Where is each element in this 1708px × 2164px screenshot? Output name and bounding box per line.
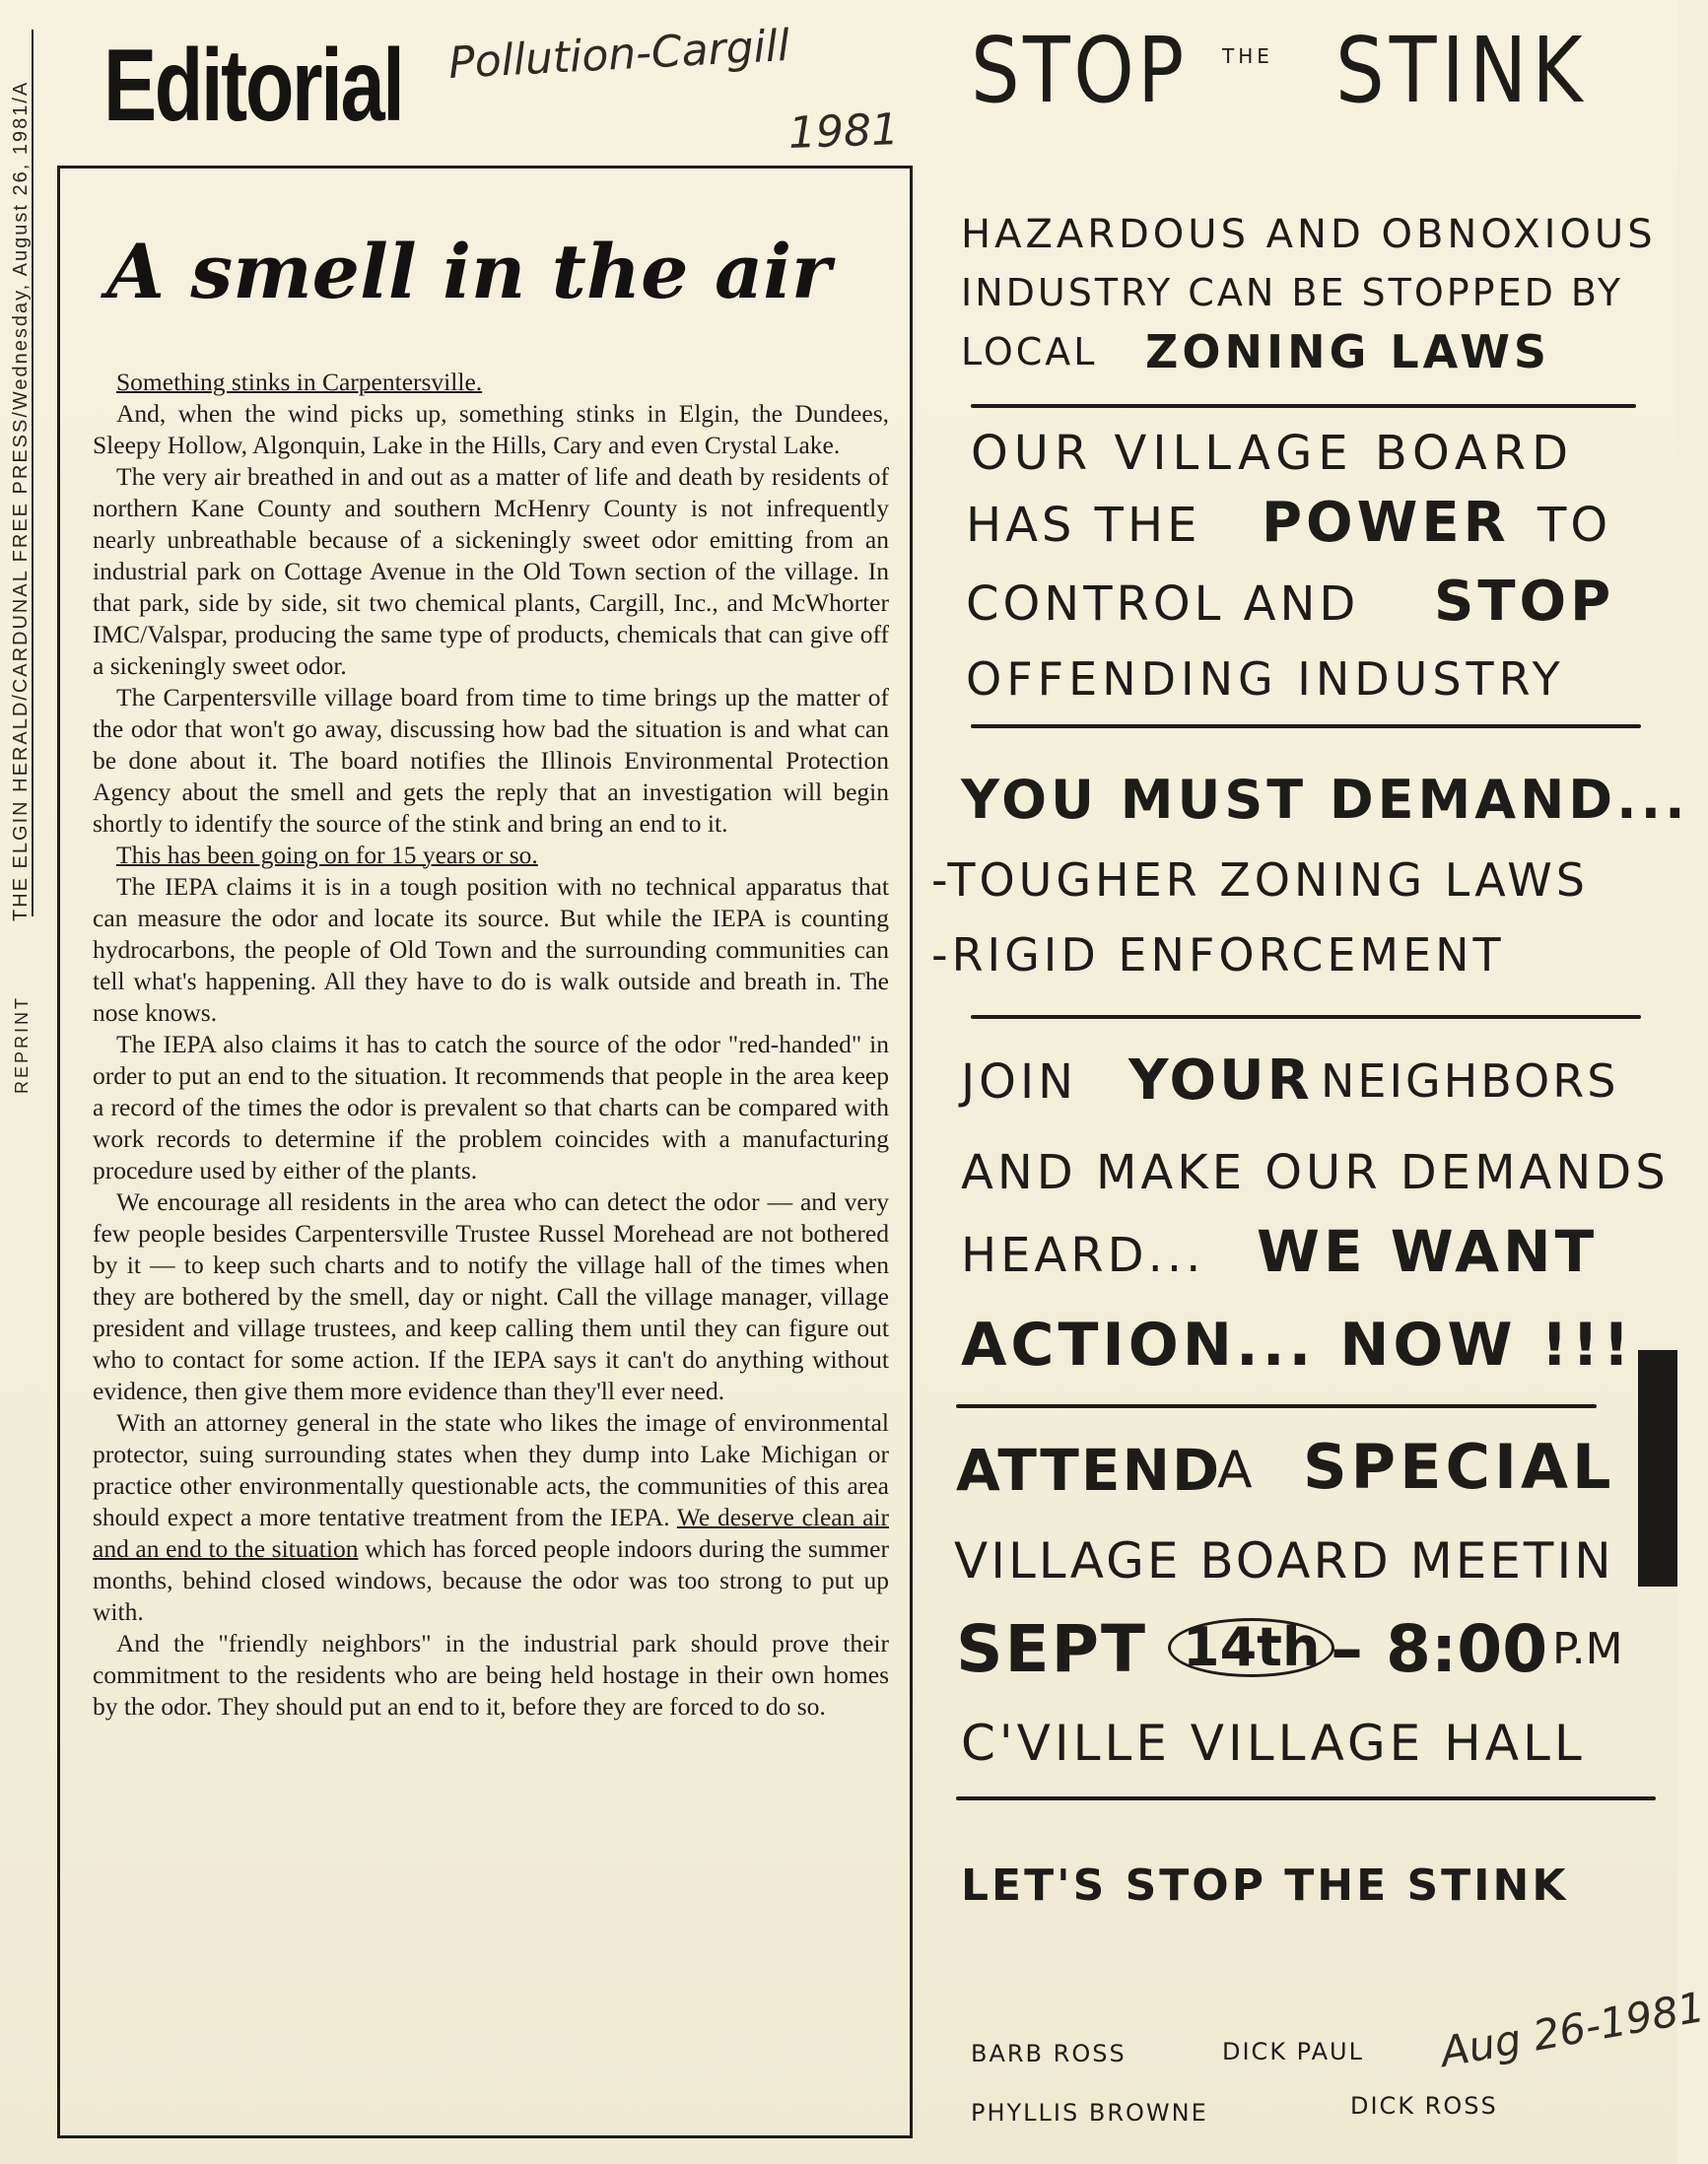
handwritten-date: Aug 26-1981 [1436,1982,1708,2077]
flyer-join-line: AND MAKE OUR DEMANDS [961,1145,1670,1200]
article-paragraph: And the "friendly neighbors" in the industrial park should prove their commitment to the residents who are being held hostage in their own homes by the odor. They should put an end to it, before they are forced to do so. [93,1629,889,1721]
flyer-divider [956,1796,1656,1800]
flyer-emphasis: YOUR [1128,1048,1313,1113]
flyer-attend-line: A [1217,1441,1253,1500]
flyer-board-line: OFFENDING INDUSTRY [966,652,1565,706]
scan-edge-shadow [1638,1350,1677,1587]
flyer-join-line: JOIN [961,1054,1077,1110]
flyer-emphasis: ATTEND [956,1437,1222,1504]
flyer-title-the: THE [1222,44,1273,68]
article-body [93,367,889,1723]
flyer-intro-line: LOCAL [961,330,1098,373]
flyer-divider [971,404,1636,408]
flyer-closing: LET'S STOP THE STINK [961,1860,1569,1911]
meeting-date: SEPT [956,1611,1148,1687]
article-paragraph: We encourage all residents in the area who can detect the odor — and very few people besides Carpentersville Trustee Russel Morehead are not bothered by it — to keep such charts and to notify the village hall of the times when they are bothered by the smell, day or night. Call the village manager, village president and village trustees, and keep calling them until they can figure out who to contact for some action. If the IEPA says it can't do anything without evidence, then give them more evidence than they'll ever need. [93,1187,889,1405]
masthead-text: THE ELGIN HERALD/CARDUNAL FREE PRESS/Wednesday, August 26, 1981/A [10,80,32,921]
masthead-divider [32,30,34,916]
flyer-divider [956,1404,1597,1408]
flyer-demand-item: -RIGID ENFORCEMENT [931,928,1505,981]
meeting-time-suffix: P.M [1552,1624,1623,1674]
underlined-sentence: We deserve clean air and an end to the situation [93,1503,889,1563]
flyer-demand-heading: YOU MUST DEMAND... [961,769,1689,831]
flyer-emphasis: ZONING LAWS [1145,325,1551,378]
meeting-day: 14th [1168,1616,1334,1678]
flyer-divider [971,724,1641,728]
flyer-board-line: HAS THE [966,498,1201,553]
flyer-emphasis: ACTION... NOW !!! [961,1311,1634,1380]
pencil-year: 1981 [787,104,900,159]
flyer-emphasis: STOP [1434,570,1615,634]
flyer-board-line: CONTROL AND [966,576,1360,632]
flyer-intro-line: HAZARDOUS AND OBNOXIOUS [961,212,1657,257]
flyer-divider [971,1015,1641,1019]
flyer-emphasis: POWER [1262,491,1510,555]
section-heading: Editorial [103,29,403,143]
flyer-intro-line: INDUSTRY CAN BE STOPPED BY [961,271,1624,314]
lead-sentence: Something stinks in Carpentersville. [116,368,483,396]
reprint-label: REPRINT [12,994,32,1094]
meeting-time: – 8:00 [1331,1611,1548,1687]
article-paragraph: The Carpentersville village board from time to time brings up the matter of the odor that won't go away, discussing how bad the situation is and what can be done about it. The board notifies the Illinois Environmental Protection Agency about the smell and gets the reply that an investigation will begin shortly to identify the source of the stink and bring an end to it. [93,683,889,838]
article-title: A smell in the air [106,228,832,315]
flyer-join-line: HEARD... [961,1228,1205,1283]
signer-name: BARB ROSS [971,2040,1127,2067]
signer-name: DICK ROSS [1350,2092,1498,2120]
meeting-place: C'VILLE VILLAGE HALL [961,1715,1586,1772]
flyer-attend-line: VILLAGE BOARD MEETIN [954,1532,1614,1589]
flyer-board-line: TO [1537,498,1612,553]
article-paragraph: And, when the wind picks up, something stinks in Elgin, the Dundees, Sleepy Hollow, Algonquin, Lake in the Hills, Cary and even Crystal Lake. [93,399,889,459]
flyer-join-line: NEIGHBORS [1321,1054,1619,1108]
pencil-note: Pollution-Cargill [446,20,791,90]
article-paragraph: The very air breathed in and out as a matter of life and death by residents of northern Kane County and southern McHenry County is not infrequently nearly unbreathable because of a sickeningly sweet odor emitting from an industrial park on Cottage Avenue in the Old Town section of the village. In that park, side by side, sit two chemical plants, Cargill, Inc., and McWhorter IMC/Valspar, producing the same type of products, chemicals that can give off a sickeningly sweet odor. [93,462,889,680]
flyer-emphasis: WE WANT [1257,1218,1599,1285]
signer-name: PHYLLIS BROWNE [971,2099,1208,2127]
flyer-demand-item: -TOUGHER ZONING LAWS [931,853,1589,907]
article-paragraph: The IEPA also claims it has to catch the source of the odor "red-handed" in order to put an end to the situation. It recommends that people in the area keep a record of the times the odor is prevalent so that charts can be compared with work records to determine if the problem coincides with a manufacturing procedure used by either of the plants. [93,1030,889,1184]
article-paragraph: With an attorney general in the state who likes the image of environmental protector, suing surrounding states when they dump into Lake Michigan or practice other environmentally questionable acts, the communities of this area should expect a more tentative treatment from the IEPA. We deserve clean air and an end to the situation which has forced people indoors during the summer months, behind closed windows, because the odor was too strong to put up with. [93,1408,889,1626]
flyer-title-stink: STINK [1335,18,1588,123]
signer-name: DICK PAUL [1222,2038,1364,2065]
article-paragraph: The IEPA claims it is in a tough position with no technical apparatus that can measure the odor and locate its source. But while the IEPA is counting hydrocarbons, the people of Old Town and the surrounding communities can tell what's happening. All they have to do is walk outside and breath in. The nose knows. [93,872,889,1027]
newspaper-masthead-strip [4,0,39,985]
flyer-board-line: OUR VILLAGE BOARD [971,426,1575,481]
flyer-title-stop: STOP [971,18,1188,123]
flyer-emphasis: SPECIAL [1303,1431,1615,1503]
underlined-sentence: This has been going on for 15 years or so. [116,841,538,869]
